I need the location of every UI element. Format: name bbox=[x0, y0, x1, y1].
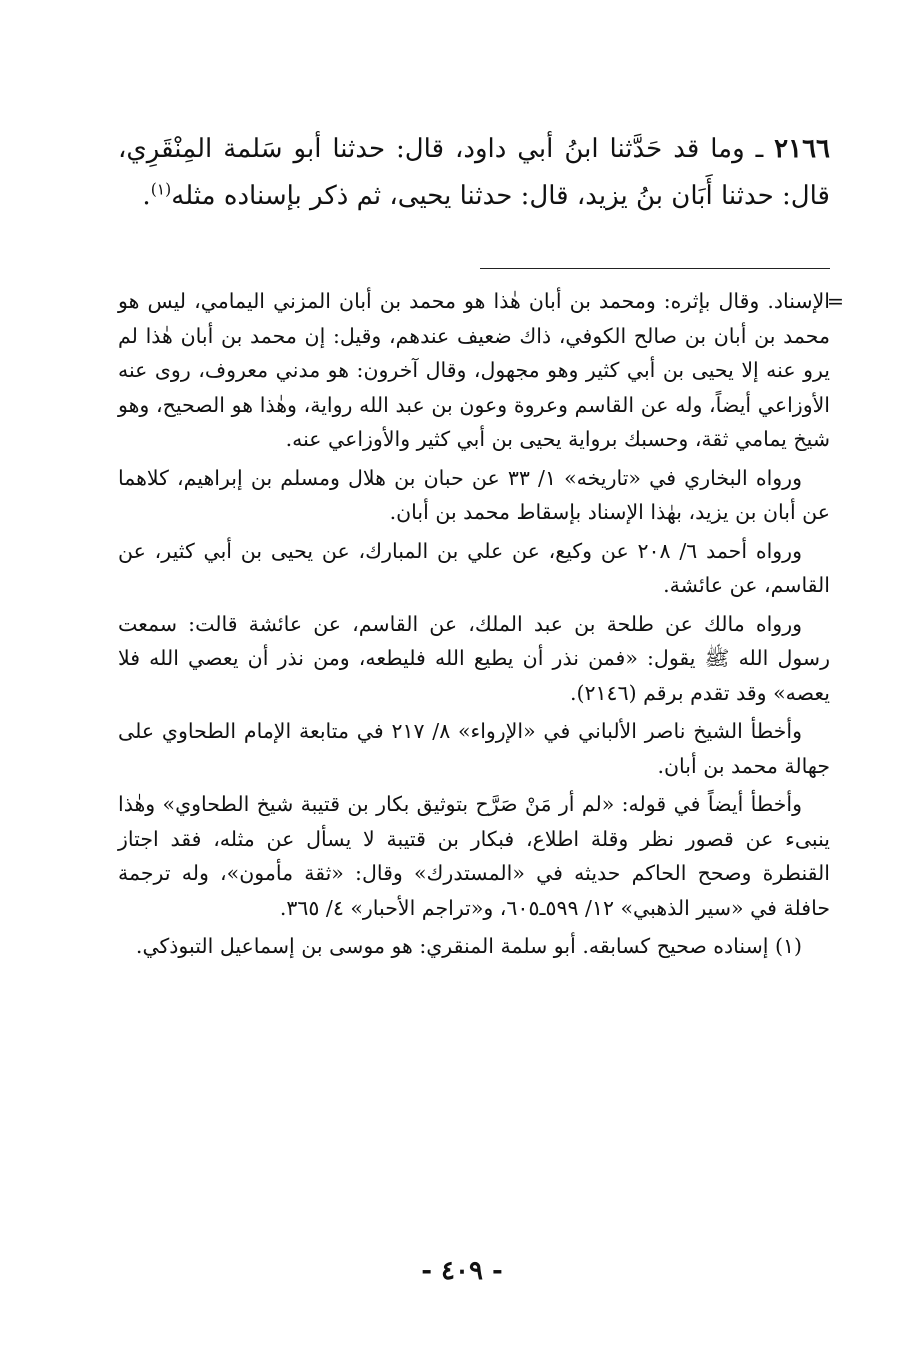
commentary-paragraph: ورواه البخاري في «تاريخه» ١/ ٣٣ عن حبان بن هلال ومسلم بن إبراهيم، كلاهما عن أبان بن يزيد، بهٰذا الإسناد بإسقاط محمد بن أبان. bbox=[118, 465, 830, 524]
commentary-paragraph: وأخطأ الشيخ ناصر الألباني في «الإرواء» ٨/ ٢١٧ في متابعة الإمام الطحاوي على جهالة محمد بن أبان. bbox=[118, 719, 830, 778]
main-text-block bbox=[118, 126, 830, 220]
commentary-paragraph: وأخطأ أيضاً في قوله: «لم أر مَنْ صَرَّح بتوثيق بكار بن قتيبة شيخ الطحاوي» وهٰذا ينبىء عن قصور نظر وقلة اطلاع، فبكار بن قتيبة لا يسأل عن مثله، فقد اجتاز القنطرة وصحح الحاكم حديثه في «المستدرك» وقال: «ثقة مأمون»، وله ترجمة حافلة في «سير الذهبي» ١٢/ ٥٩٩ـ٦٠٥، و«تراجم الأحبار» ٤/ ٣٦٥. bbox=[118, 792, 830, 920]
commentary-text: الإسناد. وقال بإثره: ومحمد بن أبان هٰذا هو محمد بن أبان المزني اليمامي، ليس هو محمد بن أبان بن صالح الكوفي، ذاك ضعيف عندهم، وقيل: إن محمد بن أبان هٰذا لم يرو عنه إلا يحيى بن أبي كثير وهو مجهول، وقال آخرون: هو مدني معروف، روى عنه الأوزاعي أيضاً، وله عن القاسم وعروة وعون بن عبد الله رواية، وهٰذا هو الصحيح، وهو شيخ يمامي ثقة، وحسبك برواية يحيى بن أبي كثير والأوزاعي عنه. bbox=[118, 289, 830, 451]
commentary-paragraph bbox=[118, 284, 844, 457]
commentary-block bbox=[118, 284, 844, 968]
continuation-mark: = bbox=[826, 289, 844, 313]
page-number: - ٤٠٩ - bbox=[421, 1256, 503, 1286]
footnote: (١) إسناده صحيح كسابقه. أبو سلمة المنقري: هو موسى بن إسماعيل التبوذكي. bbox=[135, 934, 802, 958]
commentary-paragraph: ورواه أحمد ٦/ ٢٠٨ عن وكيع، عن علي بن المبارك، عن يحيى بن أبي كثير، عن القاسم، عن عائشة. bbox=[118, 538, 830, 597]
commentary-paragraph: ورواه مالك عن طلحة بن عبد الملك، عن القاسم، عن عائشة قالت: سمعت رسول الله ﷺ يقول: «فمن نذر أن يطيع الله فليطعه، ومن نذر أن يعصي الله فلا يعصه» وقد تقدم برقم (٢١٤٦). bbox=[118, 611, 830, 705]
hadith-number: ٢١٦٦ bbox=[774, 134, 830, 164]
hadith-end: . bbox=[142, 181, 151, 211]
hadith-paragraph bbox=[118, 126, 830, 220]
hadith-text: ـ وما قد حَدَّثنا ابنُ أبي داود، قال: حدثنا أبو سَلمة المِنْقَرِي، قال: حدثنا أَبَان بنُ يزيد، قال: حدثنا يحيى، ثم ذكر بإسناده مثله bbox=[118, 134, 830, 211]
footnote-separator bbox=[480, 268, 830, 269]
footnote-reference: (١) bbox=[150, 180, 172, 199]
